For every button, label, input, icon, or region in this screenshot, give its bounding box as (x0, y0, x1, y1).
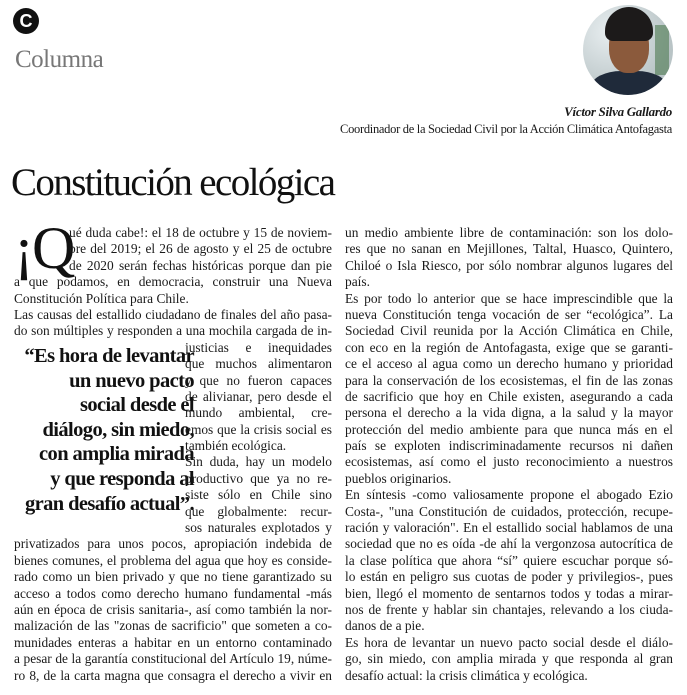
pull-quote-line: gran desafío actual”. (24, 492, 194, 515)
text-line: de alivianar, pero desde el (185, 388, 332, 404)
pull-quote-line: diálogo, sin miedo, (42, 418, 194, 441)
text-line: persona el derecho a la vida digna, a la salud y la mayor (345, 405, 673, 421)
text-line: desafío actual: la crisis climática y ecológica. (345, 667, 588, 683)
text-line: ro 8, de la carta magna que consagra el derecho a vivir en (14, 667, 332, 683)
text-line: pueblos originarios. (345, 470, 452, 486)
text-line: Constitución Política para Chile. (14, 290, 189, 306)
section-badge: C (13, 8, 39, 34)
text-line: protección del medio ambiente para que nunca más en el (345, 421, 673, 437)
pull-quote-line: y que responda al (50, 467, 194, 490)
text-line: privatizados para unos pocos, apropiación indebida de (14, 536, 332, 552)
text-line: Sociedad Civil reunida por la Acción Climática en Chile, (345, 323, 673, 339)
paragraph (345, 635, 673, 684)
pull-quote-line: “Es hora de levantar (24, 345, 194, 367)
pull-quote-line: con amplia mirada (39, 443, 194, 466)
left-column (14, 225, 332, 684)
paragraph (345, 487, 673, 635)
text-line: y que no fueron capaces (185, 372, 332, 388)
text-line: de 2020 serán fechas históricas porque dan pie (69, 257, 332, 273)
text-line: a pesar de la garantía constitucional del Artículo 19, núme- (14, 651, 332, 667)
text-line: rado como un bien privado y que no tiene garantizado su (14, 569, 332, 585)
text-line: nos de frente y hablar sin chantajes, relevando a los ciuda- (345, 601, 673, 617)
paragraph (14, 454, 332, 683)
text-line: Sin duda, hay un modelo (185, 454, 332, 470)
text-line: Las causas del estallido ciudadano de finales del año pasa- (14, 306, 332, 322)
text-line: danos de a pie. (345, 618, 425, 634)
text-line: res que no sanan en Mejillones, Taltal, Huasco, Quintero, (345, 241, 673, 257)
text-line: la clase política que ahora “sí” quiere escuchar porque só- (345, 552, 673, 568)
text-line: productivo que ya no re- (185, 470, 332, 486)
text-line: bien, llegó el momento de sentarnos todos y todas a mirar- (345, 585, 673, 601)
pull-quote-line: un nuevo pacto (69, 369, 194, 392)
text-line: munidades enteras a habitar en un entorno contaminado (14, 634, 332, 650)
text-line: ecosistemas, así como el justo reconocimiento a nuestros (345, 454, 673, 470)
text-line: Es por todo lo anterior que se hace imprescindible que la (345, 290, 673, 306)
text-line: ué duda cabe!: el 18 de octubre y 15 de noviem- (69, 225, 332, 240)
text-line: para la conservación de los ecosistemas, el fin de las zonas (345, 372, 673, 388)
text-line: que globalmente: recur- (185, 503, 332, 519)
text-line: justicias e inequidades (185, 339, 332, 355)
text-line: go, sin miedo, con amplia mirada y que responda al gran (345, 651, 673, 667)
author-name: Víctor Silva Gallardo (564, 104, 672, 119)
text-line: ración y valoración". En el estallido social hablamos de una (345, 520, 673, 536)
text-line: a que podamos, en democracia, construir una Nueva (14, 274, 332, 290)
text-line: sos naturales explotados y (185, 520, 332, 536)
text-line: emos que la crisis social es (185, 421, 332, 437)
text-line: Costa-, "una Constitución de cuidados, protección, recupe- (345, 503, 673, 519)
text-line: Chiloé o Isla Riesco, por sólo nombrar algunos lugares del (345, 257, 673, 273)
text-line: En síntesis -como valiosamente propone el abogado Ezio (345, 487, 673, 503)
paragraph (14, 307, 332, 455)
text-line: malización de las "zonas de sacrificio" que someten a co- (14, 618, 332, 634)
text-line: país. (345, 274, 370, 290)
text-line: bre del 2019; el 26 de agosto y el 25 de octubre (69, 241, 332, 257)
text-line: aún en época de crisis sanitaria-, así como también la nor- (14, 601, 332, 617)
text-line: ce el acceso al agua como un derecho humano y prioridad (345, 356, 673, 372)
drop-cap: ¡Q (14, 215, 74, 281)
text-line: siste sólo en Chile sino (185, 487, 332, 503)
paragraph (345, 291, 673, 488)
text-line: acceso a todos como derecho humano fundamental -más (14, 585, 332, 601)
article-title: Constitución ecológica (11, 161, 335, 204)
text-line: un medio ambiente libre de contaminación: son los dolo- (345, 225, 673, 240)
text-line: con eco en la región de Antofagasta, exige que se garanti- (345, 339, 673, 355)
text-line: lo están en peligro sus cuotas de poder y privilegios-, pues (345, 569, 673, 585)
author-avatar (583, 5, 673, 95)
text-line: que muchos alimentaron (185, 356, 332, 372)
right-column (345, 225, 673, 684)
text-line: de sacrificio que hoy en Chile existen, asegurando a cada (345, 388, 673, 404)
text-line: do son múltiples y responden a una mochila cargada de in- (14, 323, 332, 339)
text-line: Es hora de levantar un nuevo pacto social desde el diálo- (345, 634, 673, 650)
paragraph (345, 225, 673, 291)
text-line: nueva Constitución tenga vocación de ser “ecológica”. La (345, 306, 673, 322)
paragraph (14, 225, 332, 307)
author-byline (340, 104, 672, 137)
section-label: Columna (15, 46, 104, 73)
text-line: sociedad que no es oída -de ahí la vergonzosa autocrítica de (345, 536, 673, 552)
author-role: Coordinador de la Sociedad Civil por la Acción Climática Antofagasta (340, 122, 672, 136)
pull-quote-line: social desde el (80, 394, 194, 417)
text-line: bienes comunes, el problema del agua que hoy es conside- (14, 552, 332, 568)
text-line: también ecológica. (185, 438, 287, 454)
text-line: mundo ambiental, cre- (185, 405, 332, 421)
text-line: país se exploten indiscriminadamente recursos ni dañen (345, 438, 673, 454)
